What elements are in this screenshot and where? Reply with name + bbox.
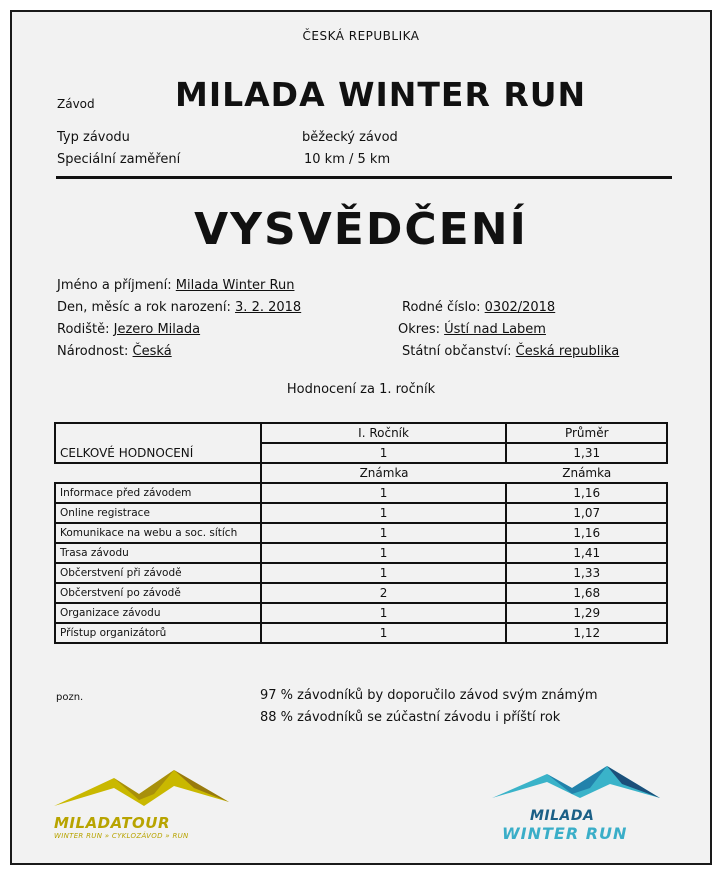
grade-rows [55, 483, 667, 643]
birth-label: Den, měsíc a rok narození: [57, 300, 231, 315]
row-avg-grade: 1,68 [506, 583, 667, 603]
row-avg-grade: 1,12 [506, 623, 667, 643]
name-row [57, 278, 294, 293]
birthplace-row [57, 322, 200, 337]
row-avg-grade: 1,41 [506, 543, 667, 563]
citizenship-row [402, 344, 619, 359]
grade-header-avg: Známka [506, 463, 667, 483]
row-year-grade: 1 [261, 523, 507, 543]
race-title: MILADA WINTER RUN [175, 75, 587, 114]
birth-row [57, 300, 301, 315]
race-type-label: Typ závodu [57, 130, 130, 145]
row-label: Občerstvení při závodě [55, 563, 261, 583]
citizenship-value: Česká republika [515, 344, 620, 359]
certificate-sheet [10, 10, 712, 865]
table-row [55, 563, 667, 583]
grades-table [54, 422, 668, 644]
race-type-value: běžecký závod [302, 130, 398, 145]
race-label: Závod [57, 97, 95, 111]
birth-number-row [402, 300, 555, 315]
table-row [55, 583, 667, 603]
nationality-row [57, 344, 172, 359]
birth-value: 3. 2. 2018 [235, 300, 302, 315]
evaluation-caption: Hodnocení za 1. ročník [286, 382, 436, 397]
row-label: Informace před závodem [55, 483, 261, 503]
table-row [55, 603, 667, 623]
row-avg-grade: 1,07 [506, 503, 667, 523]
grade-header-row [55, 463, 667, 483]
table-row [55, 523, 667, 543]
overall-row [55, 443, 667, 463]
row-label: Online registrace [55, 503, 261, 523]
milada-logo-line1: MILADA [530, 808, 595, 824]
overall-avg-value: 1,31 [506, 443, 667, 463]
miladatour-logo-subtitle: WINTER RUN » CYKLOZÁVOD » RUN [54, 832, 189, 840]
row-year-grade: 2 [261, 583, 507, 603]
row-label: Přístup organizátorů [55, 623, 261, 643]
row-avg-grade: 1,29 [506, 603, 667, 623]
row-avg-grade: 1,33 [506, 563, 667, 583]
overall-year-value: 1 [261, 443, 507, 463]
milada-logo-line2: WINTER RUN [502, 824, 628, 843]
row-label: Občerstvení po závodě [55, 583, 261, 603]
table-row [55, 483, 667, 503]
district-label: Okres: [398, 322, 440, 337]
row-year-grade: 1 [261, 563, 507, 583]
special-focus-label: Speciální zaměření [57, 152, 181, 167]
table-row [55, 503, 667, 523]
citizenship-label: Státní občanství: [402, 344, 512, 359]
table-corner-cell [55, 423, 261, 443]
miladatour-logo-text: MILADATOUR [54, 814, 171, 832]
note-line-2: 88 % závodníků se zúčastní závodu i příští rok [260, 710, 561, 725]
grade-header-blank [55, 463, 261, 483]
row-avg-grade: 1,16 [506, 523, 667, 543]
divider [56, 176, 672, 179]
row-year-grade: 1 [261, 623, 507, 643]
row-year-grade: 1 [261, 503, 507, 523]
district-value: Ústí nad Labem [444, 322, 546, 337]
birth-number-label: Rodné číslo: [402, 300, 481, 315]
col-year-header: I. Ročník [261, 423, 507, 443]
note-line-1: 97 % závodníků by doporučilo závod svým známým [260, 688, 598, 703]
row-avg-grade: 1,16 [506, 483, 667, 503]
birth-number-value: 0302/2018 [484, 300, 556, 315]
col-avg-header: Průměr [506, 423, 667, 443]
miladatour-mountains-icon [54, 764, 234, 814]
table-row [55, 623, 667, 643]
nationality-label: Národnost: [57, 344, 129, 359]
table-header-row [55, 423, 667, 443]
row-year-grade: 1 [261, 603, 507, 623]
country-heading: ČESKÁ REPUBLIKA [302, 29, 420, 43]
row-label: Organizace závodu [55, 603, 261, 623]
table-row [55, 543, 667, 563]
name-label: Jméno a příjmení: [57, 278, 172, 293]
grade-header-year: Známka [261, 463, 507, 483]
special-focus-value: 10 km / 5 km [304, 152, 391, 167]
district-row [398, 322, 546, 337]
overall-label: CELKOVÉ HODNOCENÍ [55, 443, 261, 463]
row-label: Komunikace na webu a soc. sítích [55, 523, 261, 543]
name-value: Milada Winter Run [175, 278, 295, 293]
birthplace-label: Rodiště: [57, 322, 110, 337]
nationality-value: Česká [132, 344, 172, 359]
row-label: Trasa závodu [55, 543, 261, 563]
birthplace-value: Jezero Milada [113, 322, 201, 337]
milada-winter-run-mountains-icon [492, 764, 662, 806]
certificate-title: VYSVĚDČENÍ [194, 204, 528, 255]
note-label: pozn. [56, 692, 84, 703]
row-year-grade: 1 [261, 483, 507, 503]
row-year-grade: 1 [261, 543, 507, 563]
